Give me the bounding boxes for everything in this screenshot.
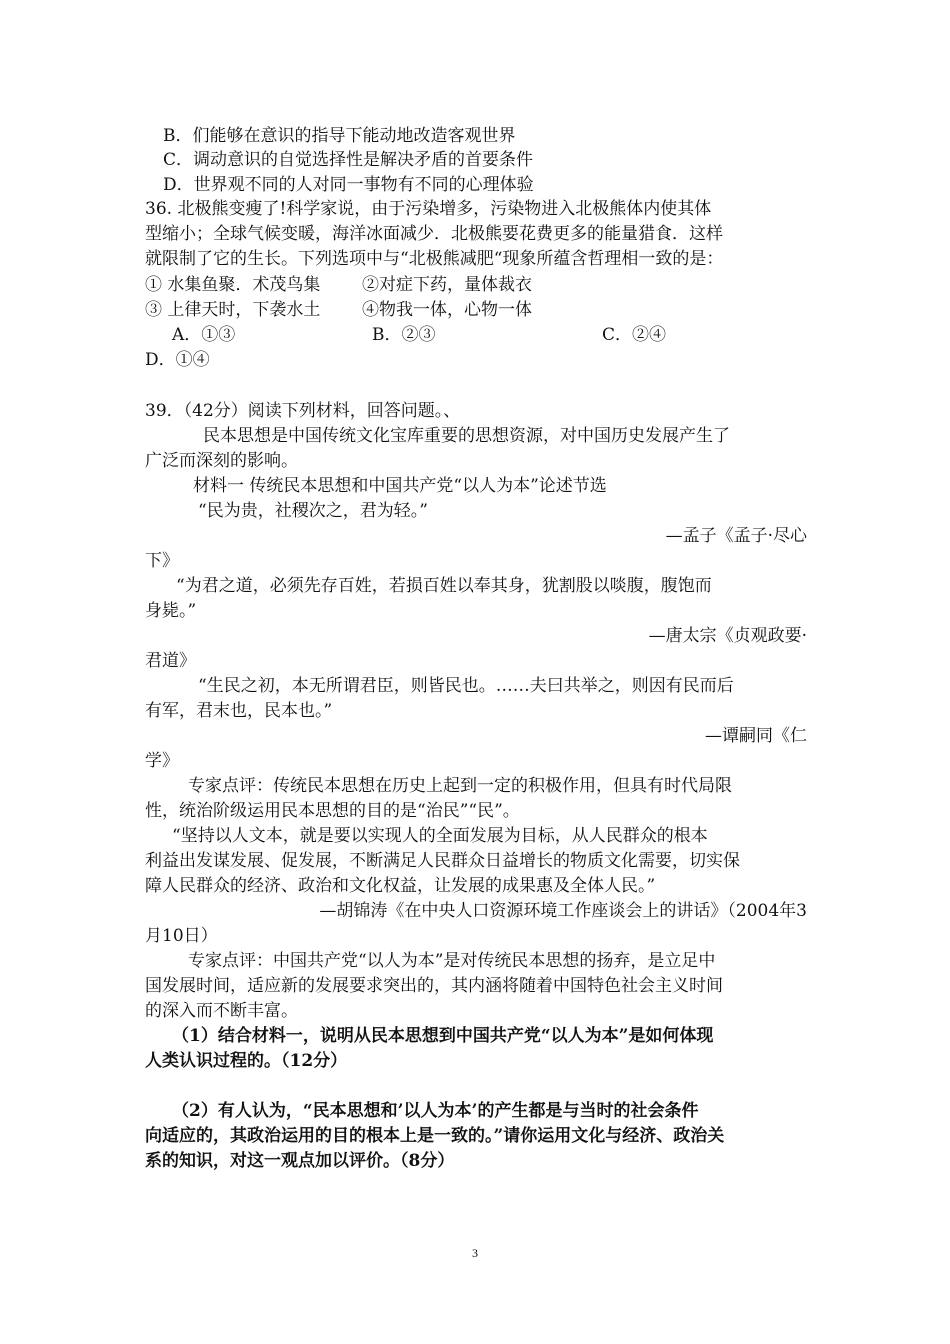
source-hu-jintao: —胡锦涛《在中央人口资源环境工作座谈会上的讲话》（2004年3 bbox=[319, 901, 807, 921]
sub-question-1-cont: 人类认识过程的。（12分） bbox=[145, 1051, 348, 1071]
quote-hu-jintao-cont: 障人民群众的经济、政治和文化权益，让发展的成果惠及全体人民。” bbox=[145, 876, 656, 896]
source-taizong: —唐太宗《贞观政要· bbox=[648, 626, 807, 646]
q35-option-d: D．世界观不同的人对同一事物有不同的心理体验 bbox=[163, 175, 534, 195]
quote-hu-jintao: “坚持以人文本，就是要以实现人的全面发展为目标，从人民群众的根本 bbox=[172, 826, 708, 846]
sub-question-2-cont: 系的知识，对这一观点加以评价。（8分） bbox=[145, 1151, 455, 1171]
material-title: 材料一 传统民本思想和中国共产党“以人为本”论述节选 bbox=[193, 476, 607, 496]
q35-option-b: B．们能够在意识的指导下能动地改造客观世界 bbox=[163, 126, 516, 146]
sub-question-2: （2）有人认为，“民本思想和’以人为本’的产生都是与当时的社会条件 bbox=[172, 1101, 699, 1121]
quote-tan-sitong-cont: 有军，君末也，民本也。” bbox=[145, 701, 333, 721]
q39-intro: 广泛而深刻的影响。 bbox=[145, 451, 298, 471]
q36-statement-1: ① 水集鱼聚．术茂鸟集 bbox=[145, 275, 321, 295]
quote-mencius: “民为贵，社稷次之，君为轻。” bbox=[198, 501, 428, 521]
sub-question-2-cont: 向适应的，其政治运用的目的根本上是一致的。”请你运用文化与经济、政治关 bbox=[145, 1126, 725, 1146]
quote-hu-jintao-cont: 利益出发谋发展、促发展，不断满足人民群众日益增长的物质文化需要，切实保 bbox=[145, 851, 740, 871]
q39-intro: 民本思想是中国传统文化宝库重要的思想资源，对中国历史发展产生了 bbox=[203, 426, 730, 446]
q39-header: 39．（42分）阅读下列材料，回答问题。、 bbox=[145, 401, 461, 421]
q36-stem-line: 36. 北极熊变瘦了!科学家说，由于污染增多，污染物进入北极熊体内使其体 bbox=[145, 199, 712, 219]
source-mencius: —孟子《孟子·尽心 bbox=[665, 526, 807, 546]
q36-statement-4: ④物我一体，心物一体 bbox=[362, 300, 532, 320]
q36-stem-line: 型缩小；全球气候变暖，海洋冰面减少．北极熊要花费更多的能量猎食．这样 bbox=[145, 224, 723, 244]
q36-option-a: A．①③ bbox=[172, 325, 236, 345]
source-mencius-cont: 下》 bbox=[145, 551, 179, 571]
sub-question-1: （1）结合材料一，说明从民本思想到中国共产党“以人为本”是如何体现 bbox=[172, 1026, 714, 1046]
expert-comment-2-cont: 的深入而不断丰富。 bbox=[145, 1001, 298, 1021]
source-tan-sitong: —谭嗣同《仁 bbox=[705, 726, 807, 746]
q36-statement-2: ②对症下药，量体裁衣 bbox=[362, 275, 532, 295]
source-tan-sitong-cont: 学》 bbox=[145, 751, 179, 771]
q36-option-c: C．②④ bbox=[602, 325, 667, 345]
source-taizong-cont: 君道》 bbox=[145, 651, 196, 671]
expert-comment-2-cont: 国发展时间，适应新的发展要求突出的，其内涵将随着中国特色社会主义时间 bbox=[145, 976, 723, 996]
source-hu-jintao-cont: 月10日） bbox=[145, 926, 218, 946]
expert-comment-1: 专家点评：传统民本思想在历史上起到一定的积极作用，但具有时代局限 bbox=[188, 776, 732, 796]
q36-stem-line: 就限制了它的生长。下列选项中与“北极熊减肥“现象所蕴含哲理相一致的是： bbox=[145, 249, 724, 269]
expert-comment-2: 专家点评：中国共产党“以人为本”是对传统民本思想的扬弃，是立足中 bbox=[188, 951, 716, 971]
expert-comment-1-cont: 性，统治阶级运用民本思想的目的是“治民”“民”。 bbox=[145, 801, 520, 821]
q36-statement-3: ③ 上律天时，下袭水土 bbox=[145, 300, 321, 320]
page-number: 3 bbox=[472, 1246, 478, 1260]
quote-taizong-cont: 身毙。” bbox=[145, 601, 197, 621]
q36-option-b: B．②③ bbox=[372, 325, 436, 345]
quote-taizong: “为君之道，必须先存百姓，若损百姓以奉其身，犹割股以啖腹，腹饱而 bbox=[176, 576, 712, 596]
q35-option-c: C．调动意识的自觉选择性是解决矛盾的首要条件 bbox=[163, 150, 534, 170]
q36-option-d: D．①④ bbox=[145, 350, 210, 370]
quote-tan-sitong: “生民之初，本无所谓君臣，则皆民也。……夫曰共举之，则因有民而后 bbox=[198, 676, 734, 696]
